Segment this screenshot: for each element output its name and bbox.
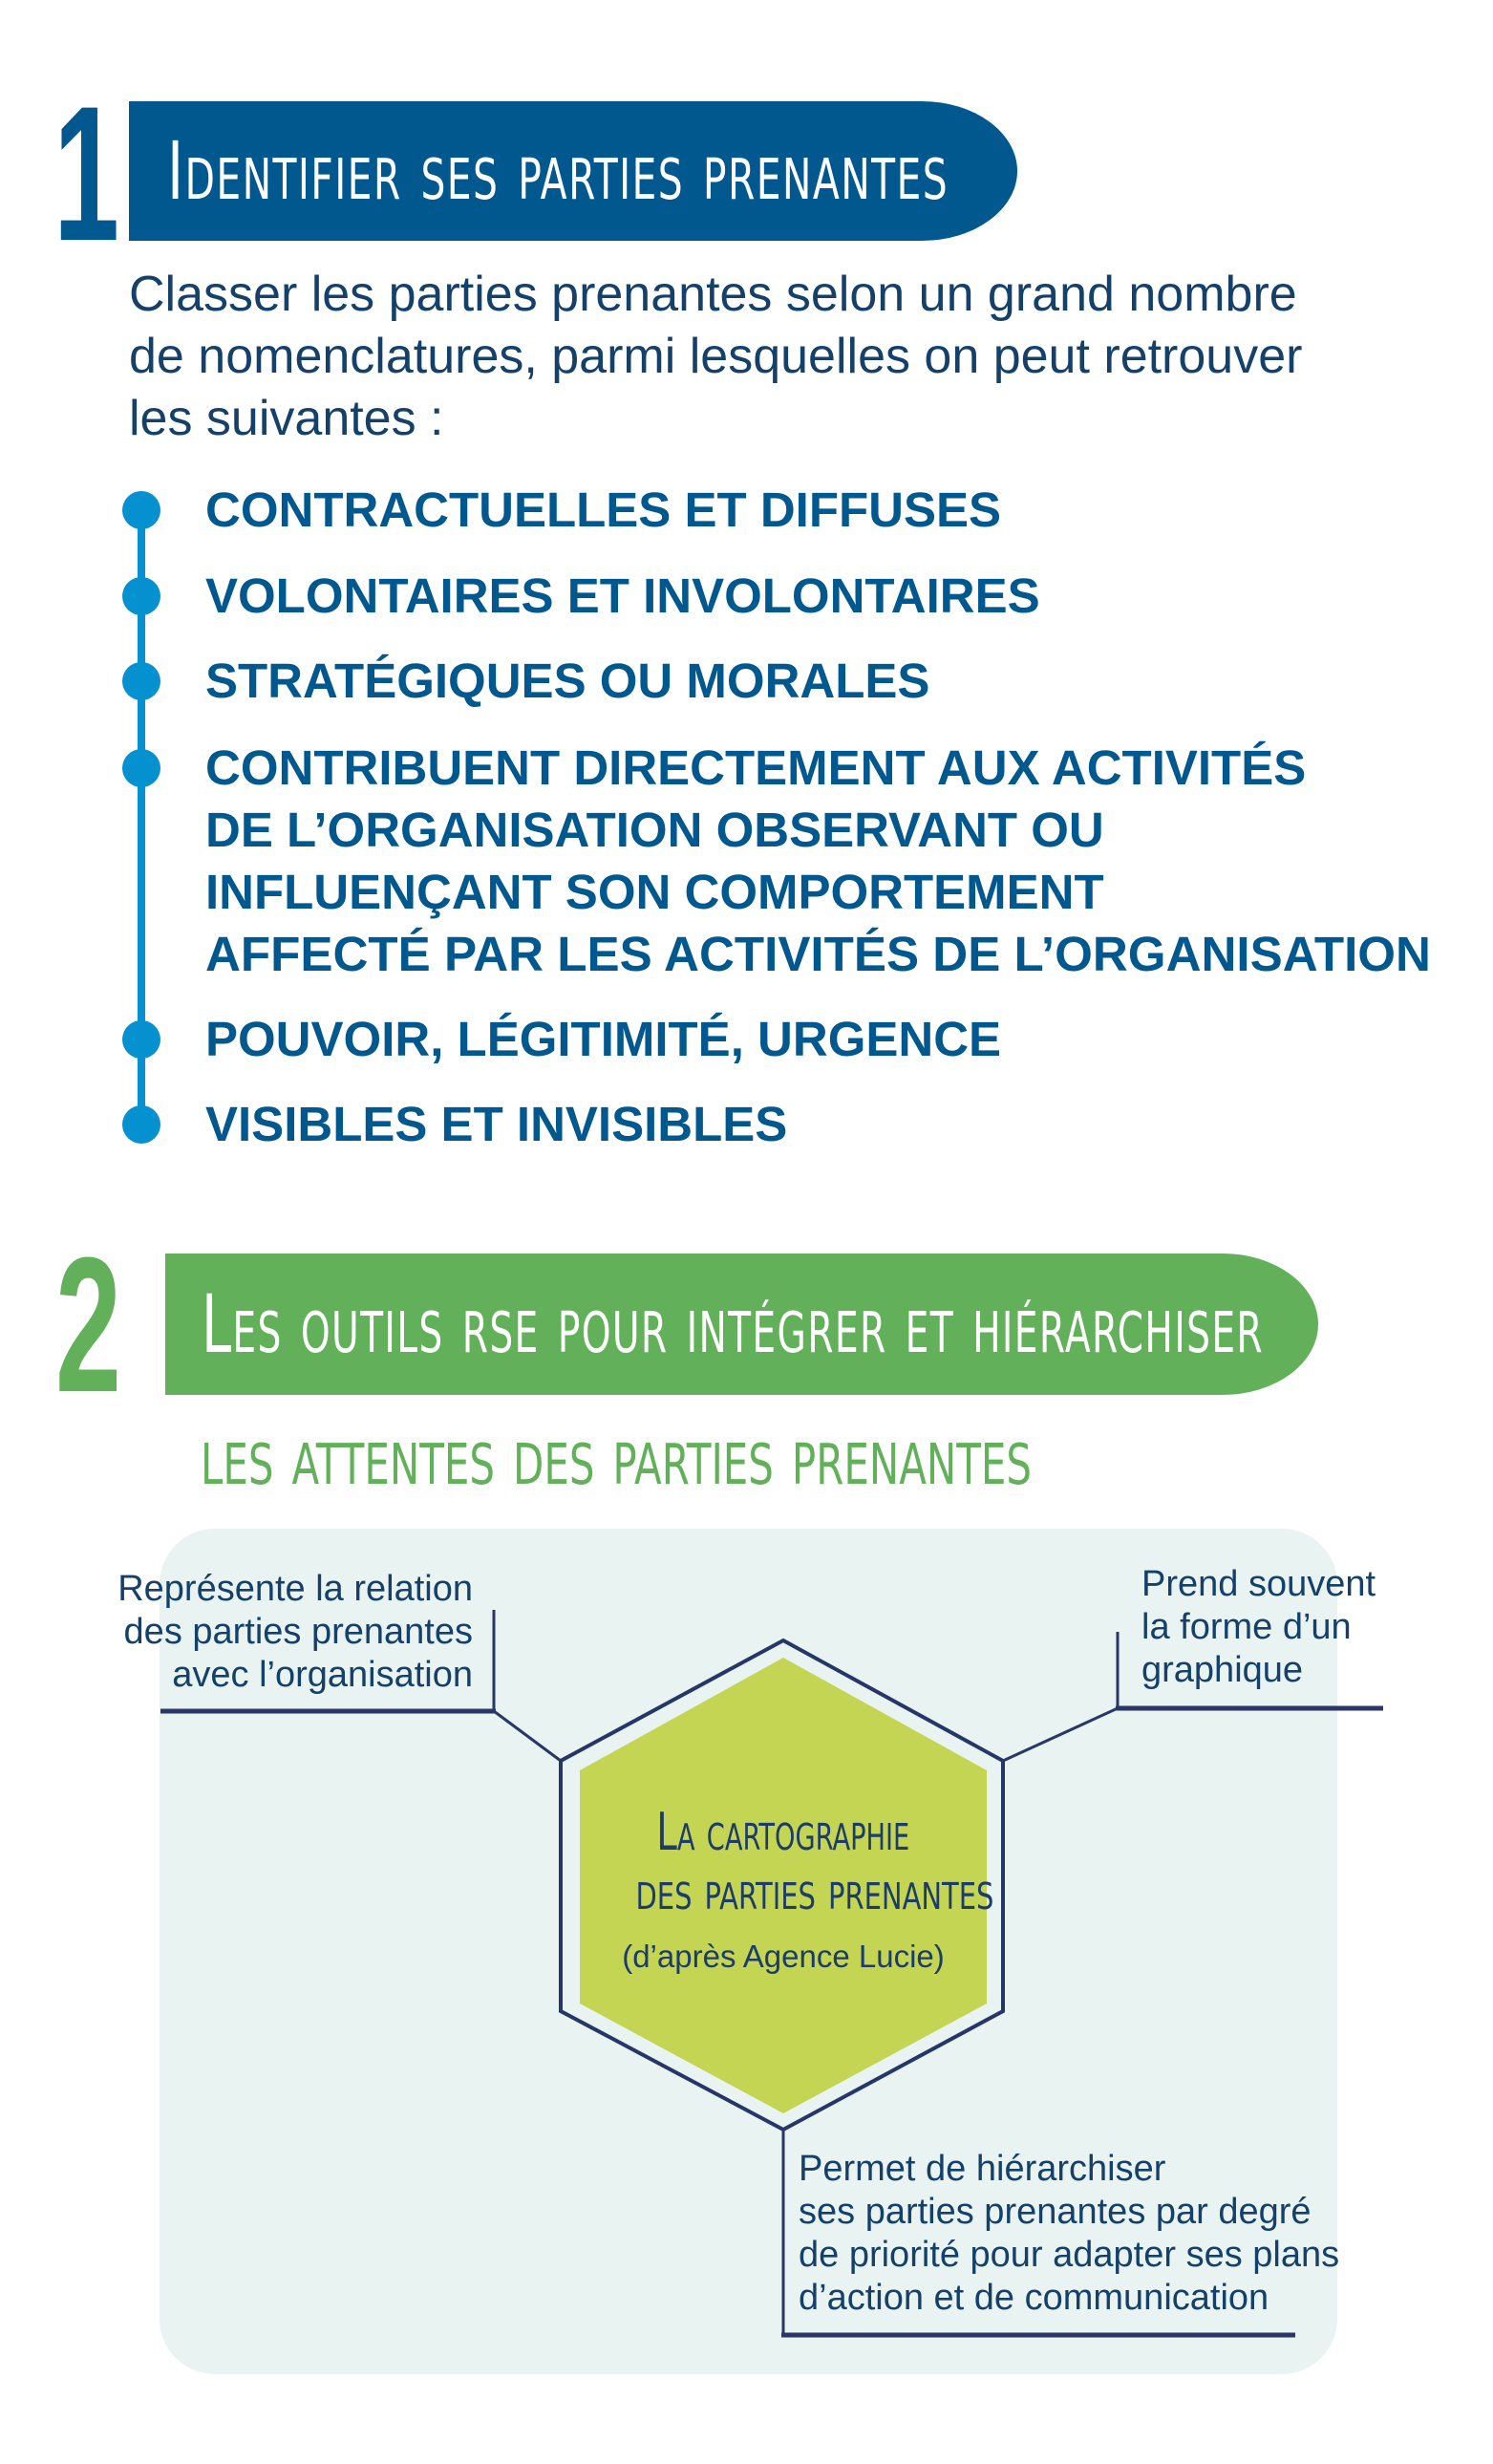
- note-line: Représente la relation: [117, 1569, 473, 1609]
- note-line: avec l’organisation: [172, 1655, 473, 1695]
- list-item-line: CONTRIBUENT DIRECTEMENT AUX ACTIVITÉS: [205, 740, 1307, 795]
- note-line: Prend souvent: [1141, 1564, 1376, 1604]
- hexagon-title-line-2: [580, 1861, 994, 1921]
- list-item-line: VOLONTAIRES ET INVOLONTAIRES: [205, 568, 1040, 623]
- intro-line: Classer les parties prenantes selon un grand nombre: [129, 267, 1297, 322]
- note-line: Permet de hiérarchiser: [799, 2149, 1166, 2189]
- note-line: de priorité pour adapter ses plans: [799, 2235, 1340, 2275]
- hexagon-title-line-1: [580, 1804, 987, 1861]
- note-left: [96, 1568, 473, 1697]
- list-item-line: POUVOIR, LÉGITIMITÉ, URGENCE: [205, 1012, 1002, 1066]
- connector-left-diagonal: [494, 1711, 561, 1761]
- list-item-line: VISIBLES ET INVISIBLES: [205, 1097, 788, 1151]
- intro-line: de nomenclatures, parmi lesquelles on peut retrouver: [129, 329, 1303, 384]
- note-line: des parties prenantes: [123, 1612, 473, 1652]
- list-item-line: DE L’ORGANISATION OBSERVANT OU: [205, 803, 1104, 857]
- section-1-number: 1: [53, 66, 119, 282]
- note-line: d’action et de communication: [799, 2278, 1269, 2318]
- hexagon-title-text: La cartographie: [656, 1802, 910, 1862]
- list-item-line: AFFECTÉ PAR LES ACTIVITÉS DE L’ORGANISATION: [205, 927, 1431, 981]
- intro-line: les suivantes :: [129, 391, 444, 446]
- note-line: graphique: [1141, 1650, 1304, 1690]
- hexagon-source-text: (d’après Agence Lucie): [622, 1939, 945, 1974]
- note-line: la forme d’un: [1141, 1607, 1352, 1647]
- note-bottom: [799, 2148, 1410, 2320]
- section-2-title: Les outils rse pour intégrer et hiérarchiser: [202, 1277, 1265, 1371]
- hexagon-title-text: des parties prenantes: [635, 1861, 994, 1921]
- section-1-title: Identifier ses parties prenantes: [167, 124, 949, 218]
- note-line: ses parties prenantes par degré: [799, 2192, 1312, 2232]
- list-item-line: INFLUENÇANT SON COMPORTEMENT: [205, 865, 1104, 919]
- list-item-line: STRATÉGIQUES OU MORALES: [205, 653, 930, 708]
- note-right: [1141, 1563, 1447, 1692]
- list-item-line: CONTRACTUELLES ET DIFFUSES: [205, 482, 1002, 537]
- hexagon-source: [580, 1938, 987, 1976]
- subtitle-text: les attentes des parties prenantes: [201, 1409, 1033, 1503]
- section-2-number: 2: [55, 1217, 121, 1433]
- connector-right-diagonal: [1003, 1708, 1118, 1761]
